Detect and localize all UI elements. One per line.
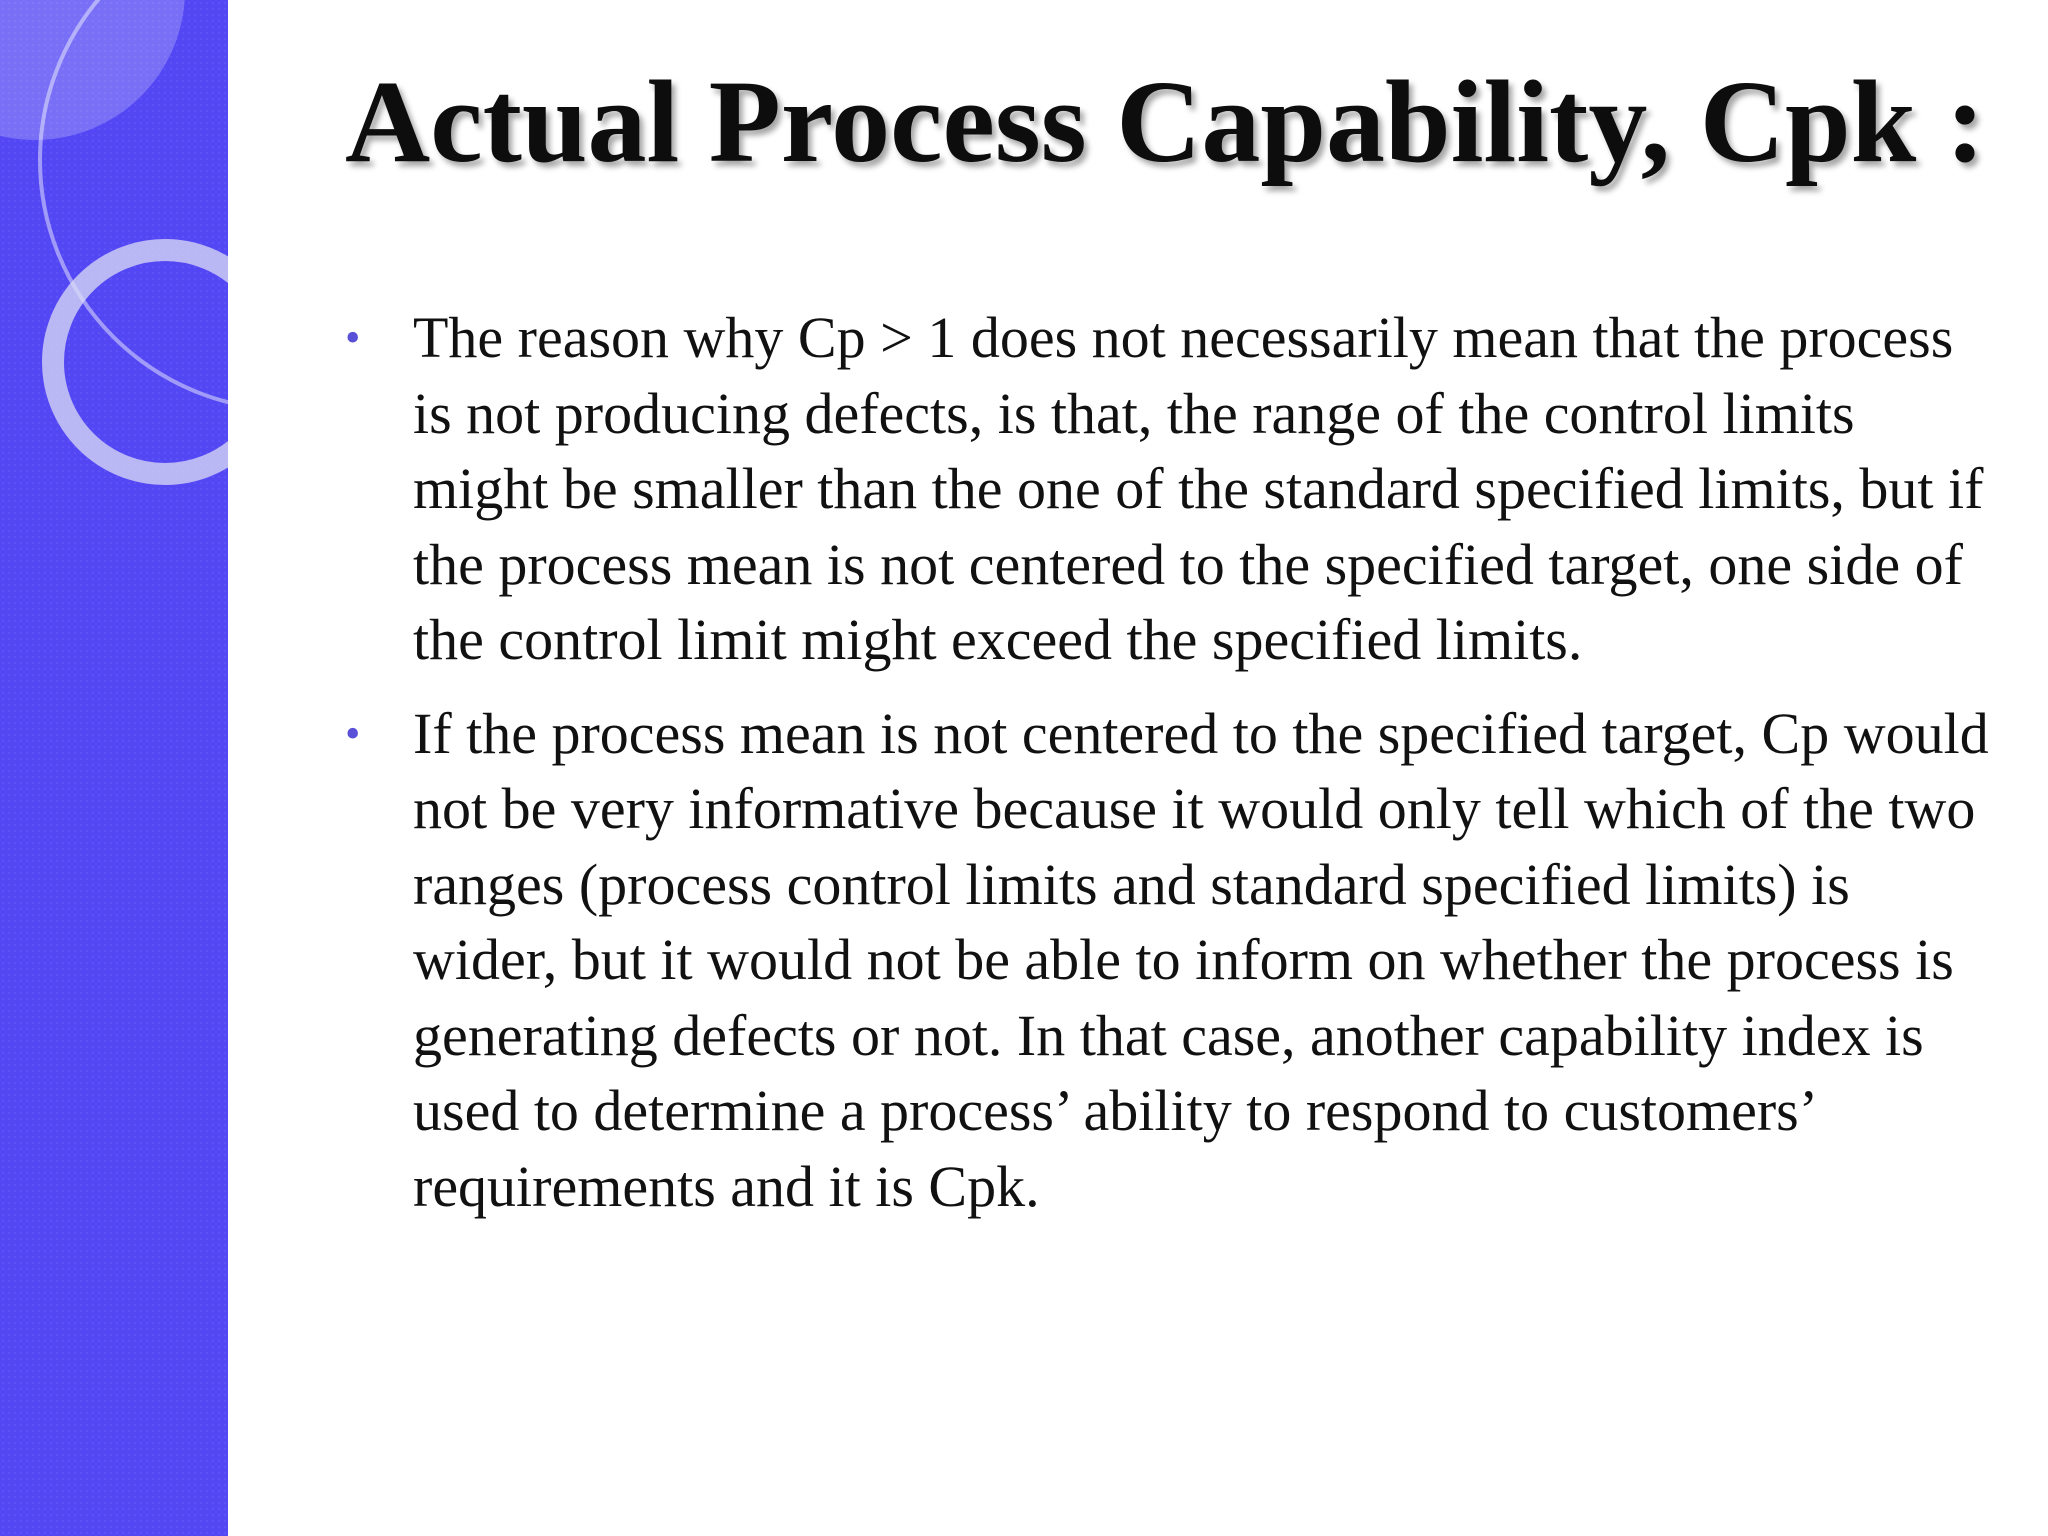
bullet-text: The reason why Cp > 1 does not necessarily mean that the process is not producing defects, is that, the range of the control limits might be smaller than the one of the standard specified limits, but if the process mean is not centered to the specified target, one side of the control limit might exceed the specified limits.: [413, 305, 1984, 672]
bullet-item: [345, 300, 1995, 678]
bullet-item: [345, 696, 1995, 1225]
bullet-text: If the process mean is not centered to the specified target, Cp would not be very informative because it would only tell which of the two ranges (process control limits and standard specified limits) is wider, but it would not be able to inform on whether the process is generating defects or not. In that case, another capability index is used to determine a process’ ability to respond to customers’ requirements and it is Cpk.: [413, 700, 1989, 1219]
decorative-side-band: [0, 0, 228, 1536]
bullet-list: [345, 300, 1995, 1242]
bullet-icon: •: [345, 313, 361, 362]
decorative-circles-graphic: [0, 0, 228, 1536]
slide-title: Actual Process Capability, Cpk :: [345, 56, 1986, 187]
decorative-filled-circle: [0, 0, 185, 140]
bullet-icon: •: [345, 708, 361, 758]
